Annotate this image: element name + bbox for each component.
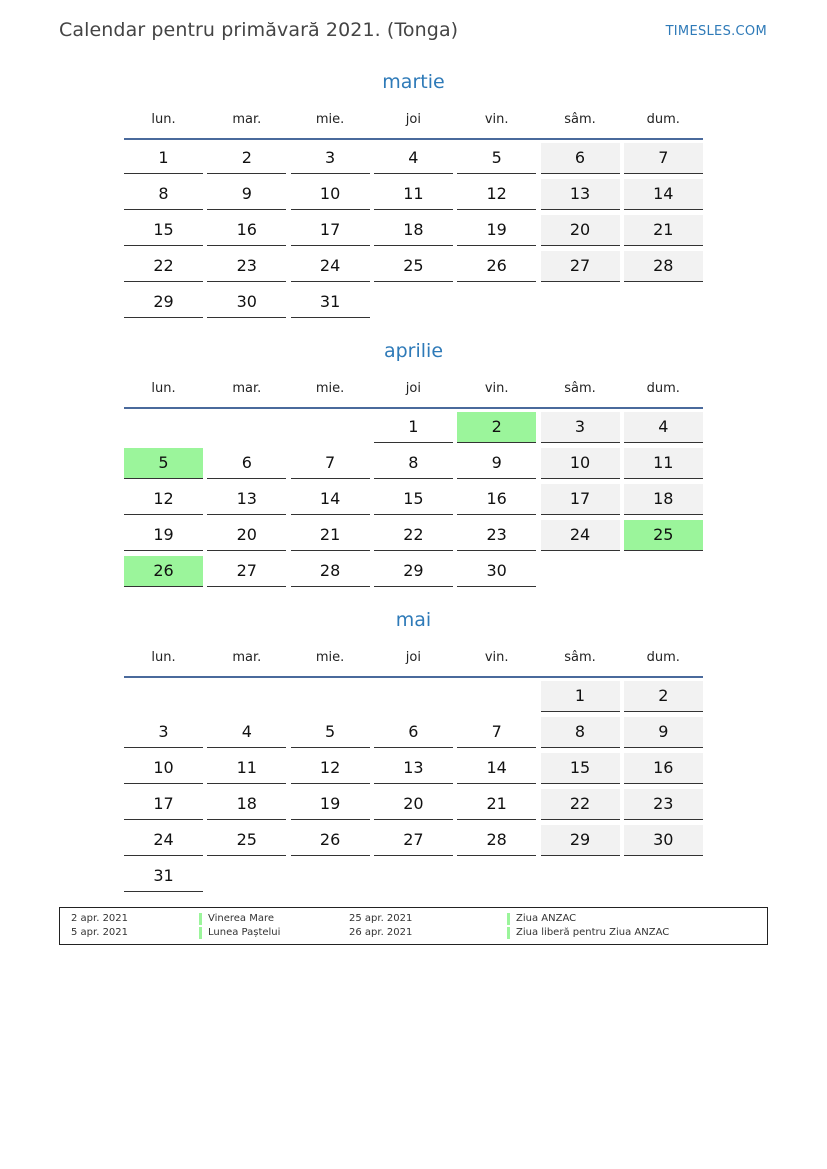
weekday-header: sâm. — [564, 381, 596, 396]
day-cell: 3 — [291, 143, 370, 174]
day-cell: 22 — [541, 789, 620, 820]
weekday-header: vin. — [484, 381, 509, 396]
weekday-header: mar. — [232, 381, 262, 396]
header-rule — [124, 407, 703, 409]
day-cell: 20 — [207, 520, 286, 551]
day-cell: 20 — [374, 789, 453, 820]
day-cell: 17 — [291, 215, 370, 246]
day-cell: 24 — [124, 825, 203, 856]
weekday-header: dum. — [646, 112, 680, 127]
day-cell: 23 — [624, 789, 703, 820]
day-cell: 13 — [541, 179, 620, 210]
weekday-header: mie. — [315, 381, 345, 396]
weekday-header: dum. — [646, 381, 680, 396]
weekday-header: lun. — [151, 650, 176, 665]
day-cell: 28 — [457, 825, 536, 856]
weekday-header: vin. — [484, 650, 509, 665]
day-cell: 1 — [124, 143, 203, 174]
day-cell: 13 — [207, 484, 286, 515]
day-cell: 14 — [291, 484, 370, 515]
day-cell: 7 — [457, 717, 536, 748]
day-cell: 24 — [291, 251, 370, 282]
day-cell: 24 — [541, 520, 620, 551]
day-cell: 12 — [124, 484, 203, 515]
day-cell: 12 — [291, 753, 370, 784]
page-title: Calendar pentru primăvară 2021. (Tonga) — [59, 19, 459, 41]
day-cell: 1 — [541, 681, 620, 712]
day-cell: 27 — [207, 556, 286, 587]
day-cell: 18 — [207, 789, 286, 820]
day-cell: 9 — [457, 448, 536, 479]
day-cell: 6 — [207, 448, 286, 479]
day-cell: 27 — [541, 251, 620, 282]
day-cell: 23 — [207, 251, 286, 282]
day-cell: 30 — [207, 287, 286, 318]
day-cell: 11 — [624, 448, 703, 479]
day-cell: 17 — [124, 789, 203, 820]
legend-date: 2 apr. 2021 — [71, 913, 129, 924]
day-cell: 5 — [291, 717, 370, 748]
day-cell: 26 — [457, 251, 536, 282]
day-cell: 14 — [457, 753, 536, 784]
day-cell: 10 — [124, 753, 203, 784]
day-cell: 21 — [457, 789, 536, 820]
weekday-header: joi — [405, 381, 421, 396]
day-cell: 2 — [624, 681, 703, 712]
day-cell: 28 — [291, 556, 370, 587]
month-title: aprilie — [383, 340, 444, 362]
header-rule — [124, 676, 703, 678]
weekday-header: sâm. — [564, 112, 596, 127]
day-cell: 8 — [374, 448, 453, 479]
day-cell: 8 — [541, 717, 620, 748]
day-cell: 2 — [207, 143, 286, 174]
day-cell: 3 — [124, 717, 203, 748]
day-cell: 19 — [457, 215, 536, 246]
holiday-day-cell: 2 — [457, 412, 536, 443]
day-cell: 4 — [624, 412, 703, 443]
day-cell: 10 — [541, 448, 620, 479]
day-cell: 20 — [541, 215, 620, 246]
day-cell: 26 — [291, 825, 370, 856]
day-cell: 29 — [541, 825, 620, 856]
holiday-day-cell: 26 — [124, 556, 203, 587]
weekday-header: mie. — [315, 650, 345, 665]
day-cell: 13 — [374, 753, 453, 784]
day-cell: 6 — [541, 143, 620, 174]
weekday-header: joi — [405, 650, 421, 665]
day-cell: 7 — [624, 143, 703, 174]
day-cell: 14 — [624, 179, 703, 210]
day-cell: 6 — [374, 717, 453, 748]
day-cell: 30 — [624, 825, 703, 856]
day-cell: 21 — [291, 520, 370, 551]
day-cell: 16 — [624, 753, 703, 784]
header-rule — [124, 138, 703, 140]
day-cell: 31 — [124, 861, 203, 892]
day-cell: 21 — [624, 215, 703, 246]
weekday-header: lun. — [151, 112, 176, 127]
day-cell: 29 — [374, 556, 453, 587]
day-cell: 3 — [541, 412, 620, 443]
day-cell: 16 — [457, 484, 536, 515]
month-title: mai — [395, 609, 432, 631]
day-cell: 4 — [374, 143, 453, 174]
legend-date: 26 apr. 2021 — [349, 927, 413, 938]
day-cell: 15 — [374, 484, 453, 515]
day-cell: 25 — [207, 825, 286, 856]
weekday-header: dum. — [646, 650, 680, 665]
day-cell: 9 — [207, 179, 286, 210]
day-cell: 16 — [207, 215, 286, 246]
day-cell: 15 — [124, 215, 203, 246]
day-cell: 4 — [207, 717, 286, 748]
day-cell: 12 — [457, 179, 536, 210]
day-cell: 18 — [624, 484, 703, 515]
day-cell: 17 — [541, 484, 620, 515]
day-cell: 30 — [457, 556, 536, 587]
day-cell: 5 — [457, 143, 536, 174]
site-link[interactable]: TIMESLES.COM — [665, 24, 767, 39]
day-cell: 22 — [374, 520, 453, 551]
day-cell: 9 — [624, 717, 703, 748]
month-title: martie — [382, 71, 445, 93]
day-cell: 19 — [124, 520, 203, 551]
day-cell: 11 — [374, 179, 453, 210]
legend-date: 5 apr. 2021 — [71, 927, 129, 938]
day-cell: 11 — [207, 753, 286, 784]
day-cell: 18 — [374, 215, 453, 246]
day-cell: 10 — [291, 179, 370, 210]
legend-date: 25 apr. 2021 — [349, 913, 413, 924]
legend-holiday-name: Ziua ANZAC — [507, 913, 576, 925]
weekday-header: mar. — [232, 650, 262, 665]
day-cell: 28 — [624, 251, 703, 282]
day-cell: 1 — [374, 412, 453, 443]
day-cell: 19 — [291, 789, 370, 820]
day-cell: 27 — [374, 825, 453, 856]
day-cell: 7 — [291, 448, 370, 479]
legend-holiday-name: Lunea Paștelui — [199, 927, 280, 939]
holiday-day-cell: 5 — [124, 448, 203, 479]
day-cell: 23 — [457, 520, 536, 551]
legend-holiday-name: Vinerea Mare — [199, 913, 274, 925]
day-cell: 25 — [374, 251, 453, 282]
weekday-header: lun. — [151, 381, 176, 396]
weekday-header: mar. — [232, 112, 262, 127]
holiday-legend — [59, 907, 768, 945]
day-cell: 31 — [291, 287, 370, 318]
weekday-header: joi — [405, 112, 421, 127]
weekday-header: sâm. — [564, 650, 596, 665]
legend-holiday-name: Ziua liberă pentru Ziua ANZAC — [507, 927, 669, 939]
weekday-header: mie. — [315, 112, 345, 127]
holiday-day-cell: 25 — [624, 520, 703, 551]
day-cell: 15 — [541, 753, 620, 784]
weekday-header: vin. — [484, 112, 509, 127]
day-cell: 8 — [124, 179, 203, 210]
day-cell: 29 — [124, 287, 203, 318]
day-cell: 22 — [124, 251, 203, 282]
